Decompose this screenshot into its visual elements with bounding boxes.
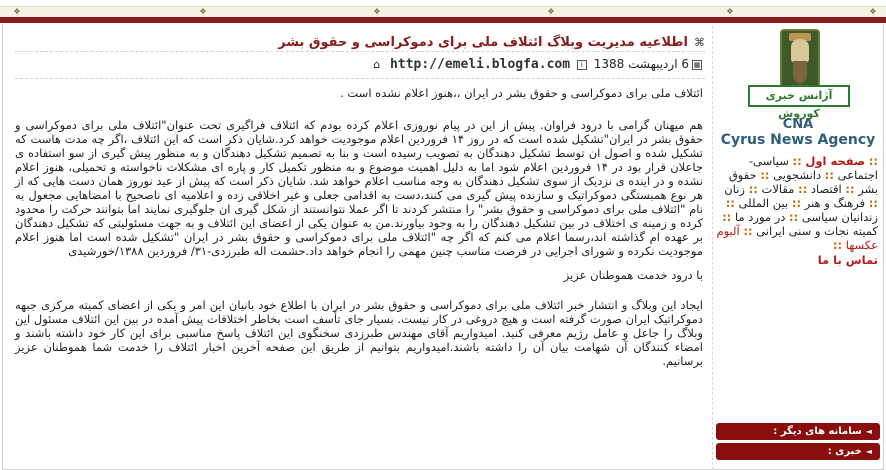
nav-item[interactable]: کمیته نجات و سنی ایرانی: [756, 224, 878, 238]
nav-item[interactable]: اقتصاد: [810, 182, 842, 196]
arrow-left-icon: ◄: [865, 447, 872, 456]
nav-item-home[interactable]: صفحه اول: [805, 154, 866, 168]
post-paragraph: هم میهنان گرامی با درود فراوان. پیش از این در پیام نوروزی اعلام کرده بودم که ائتلاف فراگیری تحت عنوان"ائتلاف ملی برای دموکراسی و حقوق بشر در ایران"تشکیل شده است که در روز ۱۴ فروردین اعلام موجودیت خواهد کرد.شایان ذکر است که این ائتلاف ،اگر چه مدت هاست که تشکیل شده و اصول ان توسط تشکیل دهندگان به تصویب رسیده است و بنا به تصمیم تشکیل دهندگان و به منظور پیش گیری از سو استفاده ی جاعلان قرار بود در ۱۴ فروردین اعلام شود اما به دلیل اهمیت موضوع و به منظور تکمیل کار و پاره ای مشکلات ناخواسته و تحمیلی، هنوز اعلام نشده و در اینده ی نزدیک از سوی تشکیل دهندگان به وجه مناسب اعلام خواهد شد. شایان ذکر است که پیش از عید نوروز همان دست هایی که از هر نوع همبستگی دموکراتیک و سازنده پیش گیری می کنند،دست به اقدامی جعلی و غیر اخلاقی زده و اعلامیه ای ناصحیح با امضاهایی مجعول به نام "ائتلاف ملی برای دموکراسی و حقوق بشر" را منتشر کردند تا اگر عملا نتوانستند از شکل گیری ان جلوگیری نمایند اما بتوانند حرکت را محدود کرده و زمینه ی اختلاف در بین تشکیل دهندگان را به وجود بیاورند.من به عنوان یکی از اعضای این ائتلاف و به جهت مسئولیتی که تشکیل دهندگان بر عهده ام گذاشته اند،رسما اعلام می کنم که اگر چه "ائتلاف ملی برای دموکراسی و حقوق بشر در ایران "تشکیل شده است اما هنوز اعلام موجودیت نکرده و شورای اجرایی در فرصت مناسب چنین مهمی را انجام خواهد داد.حشمت اله طبرزدی-۳۱/ فروردین ۱۳۸۸/خورشیدی: [15, 118, 704, 258]
ornament-icon: ❖: [726, 7, 734, 16]
news-label: خبری :: [827, 446, 862, 457]
title-bullet-icon: ⌘: [694, 36, 705, 49]
nav-item[interactable]: بین المللی: [738, 196, 789, 210]
nav-item[interactable]: فرهنگ و هنر: [804, 196, 866, 210]
nav-item[interactable]: دانشجویی: [773, 168, 822, 182]
ornament-icon: ❖: [373, 7, 381, 16]
top-banner-line: [0, 17, 886, 23]
logo-text: آژانس خبری کوروش: [748, 85, 850, 107]
other-systems-label: سامانه های دیگر :: [773, 426, 862, 437]
agency-short-name: CNA: [782, 117, 814, 132]
agency-logo[interactable]: [748, 29, 850, 119]
post-body: [15, 86, 703, 368]
sidebar-nav: :: صفحه اول :: سیاسی-اجتماعی :: دانشجویی :: حقوق بشر :: اقتصاد :: مقالات :: زنان :: فرهنگ و هنر :: بین المللی :: زندانیان سیاسی :: در مورد ما :: کمیته نجات و سنی ایرانی :: آلبوم عکسها :: تماس با ما: [716, 154, 878, 267]
home-icon[interactable]: ⌂: [373, 58, 381, 71]
top-banner-strip: [0, 6, 886, 17]
nav-item[interactable]: در مورد ما: [734, 210, 786, 224]
nav-item[interactable]: زنان: [724, 182, 745, 196]
divider: [15, 78, 705, 79]
ornament-icon: ❖: [869, 7, 877, 16]
post-paragraph: ایجاد این وبلاگ و انتشار خبر ائتلاف ملی برای دموکراسی و حقوق بشر در ایران با اطلاع خود بانیان این امر و یکی از اعضای کمیته مرکزی جبهه دموکراتیک ایران صورت گرفته است و هیچ دروغی در کار نیست. بسیار جای تأسف است بخاطر اختلافات پیش آمده در بین این ائتلاف مسئول این وبلاگ را جاعل و عامل رژیم معرفی کنید. امیدواریم آقای مهندس طبرزدی سخنگوی این ائتلاف پاسخ مناسبی برای این کار خود داشته باشند و امضاء کنندگان آن شهامت بیان آن را داشته باشند.امیدواریم بتوانیم از طریق این صفحه آخرین اخبار ائتلاف را خدمت شما هموطنان عزیز برسانیم.: [15, 298, 703, 368]
calendar-icon: ▦: [693, 60, 701, 69]
news-box[interactable]: [716, 443, 880, 460]
agency-name: Cyrus News Agency: [720, 132, 876, 148]
nav-item[interactable]: مقالات: [761, 182, 795, 196]
nav-item-contact[interactable]: تماس با ما: [817, 253, 878, 267]
post-title[interactable]: اطلاعیه مدیریت وبلاگ ائتلاف ملی برای دموکراسی و حقوق بشر: [278, 35, 688, 50]
other-systems-box[interactable]: [716, 423, 880, 440]
nav-item[interactable]: سیاسی-اجتماعی: [748, 154, 878, 182]
post-column: [5, 26, 709, 466]
nav-item[interactable]: زندانیان سیاسی: [801, 210, 878, 224]
info-icon: i: [577, 60, 587, 70]
cyrus-portrait-icon: [780, 29, 820, 89]
post-title-row: [15, 32, 705, 52]
blog-url-link[interactable]: http://emeli.blogfa.com: [390, 57, 571, 72]
post-greeting: با درود خدمت هموطنان عزیز: [563, 268, 703, 282]
post-meta: [15, 57, 705, 75]
nav-item-album[interactable]: آلبوم عکسها: [716, 224, 878, 252]
nav-item[interactable]: حقوق بشر: [728, 168, 878, 196]
sidebar: [712, 26, 882, 470]
ornament-icon: ❖: [547, 7, 555, 16]
ornament-icon: ❖: [13, 7, 21, 16]
post-date: 6 اردیبهشت 1388: [593, 57, 689, 71]
arrow-left-icon: ◄: [865, 427, 872, 436]
post-intro: ائتلاف ملی برای دموکراسی و حقوق بشر در ایران ،،هنوز اعلام نشده است .: [340, 86, 703, 100]
ornament-icon: ❖: [199, 7, 207, 16]
top-banner: [0, 0, 886, 24]
